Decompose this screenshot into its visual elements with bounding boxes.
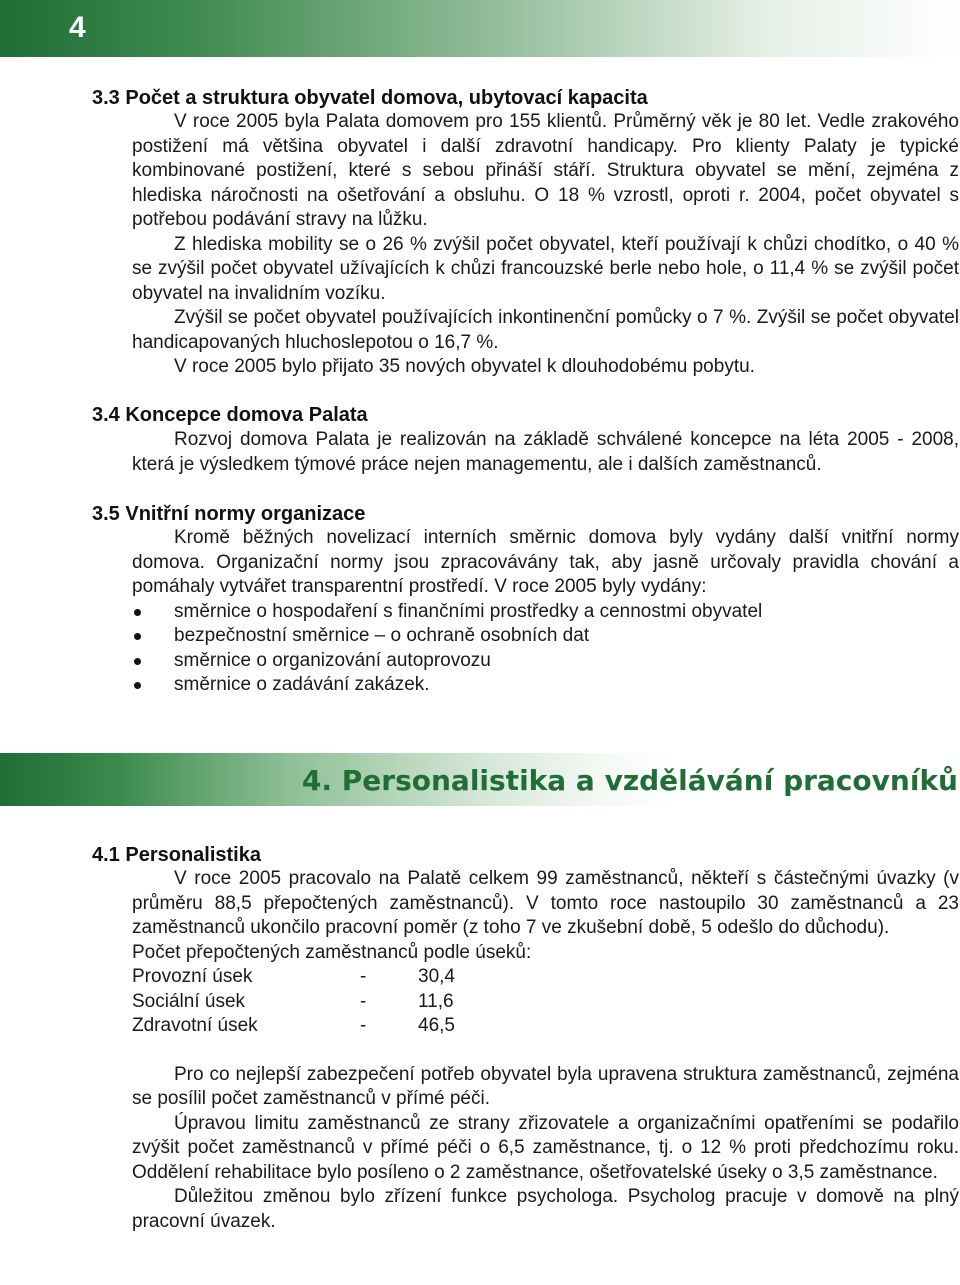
table-row bbox=[132, 990, 455, 1015]
list-item: směrnice o zadávání zakázek. bbox=[132, 673, 959, 698]
stat-label: Zdravotní úsek bbox=[132, 1015, 258, 1036]
section-3-3-body bbox=[132, 110, 959, 380]
paragraph: Úpravou limitu zaměstnanců ze strany zřizovatele a organizačními opatřeními se podařilo zvýšit počet zaměstnanců v přímé péči o 6,5 zaměstnance, tj. o 12 % proti předchozímu roku. Oddělení rehabilitace bylo posíleno o 2 zaměstnance, ošetřovatelské úseky o 3,5 zaměstnance. bbox=[132, 1112, 959, 1183]
stat-value: 30,4 bbox=[418, 966, 455, 987]
stat-label: Provozní úsek bbox=[132, 966, 253, 987]
section-4-1-title: 4.1 Personalistika bbox=[92, 844, 261, 866]
stat-dash: - bbox=[360, 990, 367, 1012]
paragraph: Důležitou změnou bylo zřízení funkce psychologa. Psycholog pracuje v domově na plný pracovní úvazek. bbox=[132, 1186, 959, 1232]
paragraph: Z hlediska mobility se o 26 % zvýšil počet obyvatel, kteří používají k chůzi chodítko, o 40 % se zvýšil počet obyvatel užívajících k chůzi francouzské berle nebo hole, o 11,4 % se zvýšil počet obyvatel na invalidním vozíku. bbox=[132, 233, 959, 304]
page-header-bar bbox=[0, 0, 960, 57]
list-item: směrnice o hospodaření s finančními prostředky a cennostmi obyvatel bbox=[132, 600, 959, 625]
paragraph: V roce 2005 byla Palata domovem pro 155 klientů. Průměrný věk je 80 let. Vedle zrakového postižení má většina obyvatel i další zdravotní handicapy. Pro klienty Palaty je typické kombinované postižení, které s sebou přináší stáří. Struktura obyvatel se mění, zejména z hlediska náročnosti na ošetřování a obsluhu. O 18 % vzrostl, oproti r. 2004, počet obyvatel s potřebou podávání stravy na lůžku. bbox=[132, 111, 959, 230]
stats-intro: Počet přepočtených zaměstnanců podle úseků: bbox=[132, 941, 532, 963]
section-4-1-body bbox=[132, 867, 959, 1234]
paragraph: V roce 2005 pracovalo na Palatě celkem 99 zaměstnanců, někteří s částečnými úvazky (v průměru 88,5 přepočtených zaměstnanců). V tomto roce nastoupilo 30 zaměstnanců a 23 zaměstnanců ukončilo pracovní poměr (z toho 7 ve zkušební době, 5 odešlo do důchodu). bbox=[132, 868, 959, 938]
stat-value: 11,6 bbox=[418, 990, 454, 1012]
paragraph: Zvýšil se počet obyvatel používajících inkontinenční pomůcky o 7 %. Zvýšil se počet obyvatel handicapovaných hluchoslepotou o 16,7 %. bbox=[132, 307, 959, 353]
paragraph: V roce 2005 bylo přijato 35 nových obyvatel k dlouhodobému pobytu. bbox=[174, 356, 755, 377]
paragraph: Rozvoj domova Palata je realizován na základě schválené koncepce na léta 2005 - 2008, která je výsledkem týmové práce nejen managementu, ale i dalších zaměstnanců. bbox=[132, 429, 959, 475]
table-row bbox=[132, 965, 455, 990]
stat-label: Sociální úsek bbox=[132, 990, 246, 1012]
section-3-4-title: 3.4 Koncepce domova Palata bbox=[92, 404, 368, 426]
norms-list bbox=[132, 600, 959, 698]
section-3-4-body bbox=[132, 428, 959, 477]
table-row bbox=[132, 1014, 455, 1039]
section-3-5-title: 3.5 Vnitřní normy organizace bbox=[92, 503, 366, 525]
staff-stats-table bbox=[132, 965, 455, 1039]
chapter-4-banner bbox=[0, 753, 960, 806]
stat-dash: - bbox=[360, 1015, 367, 1036]
spacer bbox=[132, 1039, 959, 1063]
stat-value: 46,5 bbox=[418, 1015, 455, 1036]
section-3-3-title: 3.3 Počet a struktura obyvatel domova, ubytovací kapacita bbox=[92, 87, 648, 109]
list-item: směrnice o organizování autoprovozu bbox=[132, 649, 959, 674]
paragraph: Pro co nejlepší zabezpečení potřeb obyvatel byla upravena struktura zaměstnanců, zejména se posílil počet zaměstnanců v přímé péči. bbox=[132, 1063, 959, 1109]
chapter-4-title: 4. Personalistika a vzdělávání pracovníků bbox=[301, 764, 958, 797]
stat-dash: - bbox=[360, 966, 367, 987]
section-3-5-body bbox=[132, 526, 959, 698]
list-item: bezpečnostní směrnice – o ochraně osobních dat bbox=[132, 624, 959, 649]
page-number: 4 bbox=[69, 11, 86, 44]
paragraph: Kromě běžných novelizací interních směrnic domova byly vydány další vnitřní normy domova. Organizační normy jsou zpracovávány tak, aby jasně určovaly pravidla chování a pomáhaly vytvářet transparentní prostředí. V roce 2005 byly vydány: bbox=[132, 527, 959, 597]
